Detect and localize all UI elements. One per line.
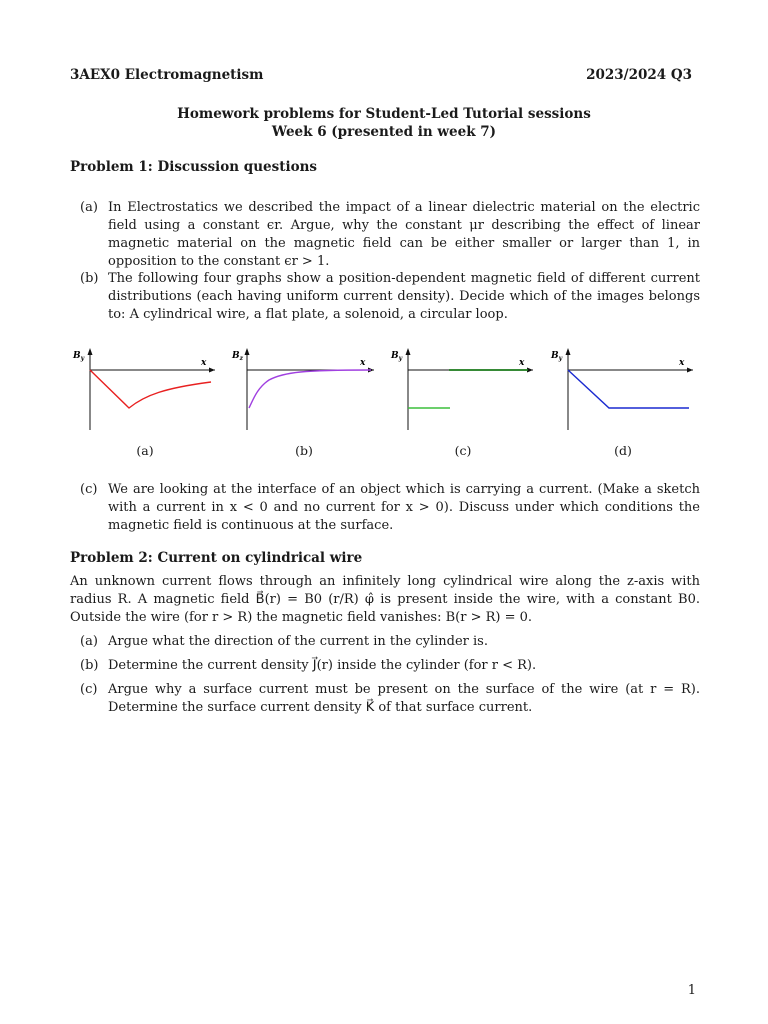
- graph-a: [70, 340, 220, 440]
- problem2-heading: Problem 2: Current on cylindrical wire: [70, 550, 363, 566]
- field-curve: [568, 370, 689, 408]
- problem1-item-b: [80, 270, 700, 324]
- field-curve: [90, 370, 211, 408]
- problem2-intro: An unknown current flows through an infinitely long cylindrical wire along the z-axis with radius R. A magnetic field B⃗(r) = B0 (r/R) φ̂ is present inside the wire, with a constant B0. Outside the wire (for r > R) the magnetic field vanishes: B(r > R) = 0.: [70, 574, 700, 625]
- y-axis-label: $B_y$: [391, 351, 403, 362]
- item-text: We are looking at the interface of an object which is carrying a current. (Make a sketch with a current in x < 0 and no current for x > 0). Discuss under which conditions the magnetic field is continuous at the surface.: [108, 482, 700, 533]
- problem1-item-c: [80, 481, 700, 535]
- figure-d: [548, 340, 698, 440]
- problem1-item-a: [80, 199, 700, 271]
- figure-c-caption: (c): [454, 443, 472, 458]
- item-label: (a): [80, 634, 98, 649]
- x-axis-label: x: [679, 358, 685, 368]
- course-title: 3AEX0 Electromagnetism: [70, 67, 264, 83]
- field-curve: [249, 370, 371, 408]
- graph-d: [548, 340, 698, 440]
- item-label: (c): [80, 682, 98, 697]
- item-text: Argue why a surface current must be present on the surface of the wire (at r = R). Determine the surface current density K⃗ of that surface current.: [108, 682, 700, 715]
- document-title: Homework problems for Student-Led Tutorial sessions: [177, 106, 591, 122]
- item-text: Argue what the direction of the current in the cylinder is.: [108, 634, 488, 649]
- page-number: 1: [687, 983, 696, 998]
- figure-d-caption: (d): [614, 443, 632, 458]
- graph-b: [229, 340, 379, 440]
- figure-b-caption: (b): [295, 443, 313, 458]
- item-label: (b): [80, 271, 99, 286]
- term-label: 2023/2024 Q3: [586, 67, 692, 83]
- y-axis-label: $B_z$: [232, 351, 244, 362]
- x-axis-label: x: [201, 358, 207, 368]
- item-text: The following four graphs show a position-dependent magnetic field of different current distributions (each having uniform current density). Decide which of the images belongs to: A cylindrical wire, a flat plate, a solenoid, a circular loop.: [108, 271, 700, 322]
- figure-a-caption: (a): [136, 443, 154, 458]
- problem2-item-b: [80, 657, 700, 675]
- item-label: (b): [80, 658, 99, 673]
- document-subtitle: Week 6 (presented in week 7): [271, 124, 497, 140]
- y-axis-label: $B_y$: [73, 351, 85, 362]
- x-axis-label: x: [519, 358, 525, 368]
- problem1-heading: Problem 1: Discussion questions: [70, 159, 318, 175]
- figure-c: [388, 340, 538, 440]
- item-text: In Electrostatics we described the impact of a linear dielectric material on the electric field using a constant ϵr. Argue, why the constant μr describing the effect of linear magnetic material on the magnetic field can be either smaller or larger than 1, in opposition to the constant ϵr > 1.: [108, 200, 700, 269]
- figure-b: [229, 340, 379, 440]
- item-label: (a): [80, 200, 98, 215]
- graph-c: [388, 340, 538, 440]
- problem2-item-c: [80, 681, 700, 717]
- x-axis-label: x: [360, 358, 366, 368]
- item-label: (c): [80, 482, 98, 497]
- y-axis-label: $B_y$: [551, 351, 563, 362]
- problem2-item-a: [80, 633, 700, 651]
- item-text: Determine the current density J⃗(r) inside the cylinder (for r < R).: [108, 658, 537, 673]
- figure-a: [70, 340, 220, 440]
